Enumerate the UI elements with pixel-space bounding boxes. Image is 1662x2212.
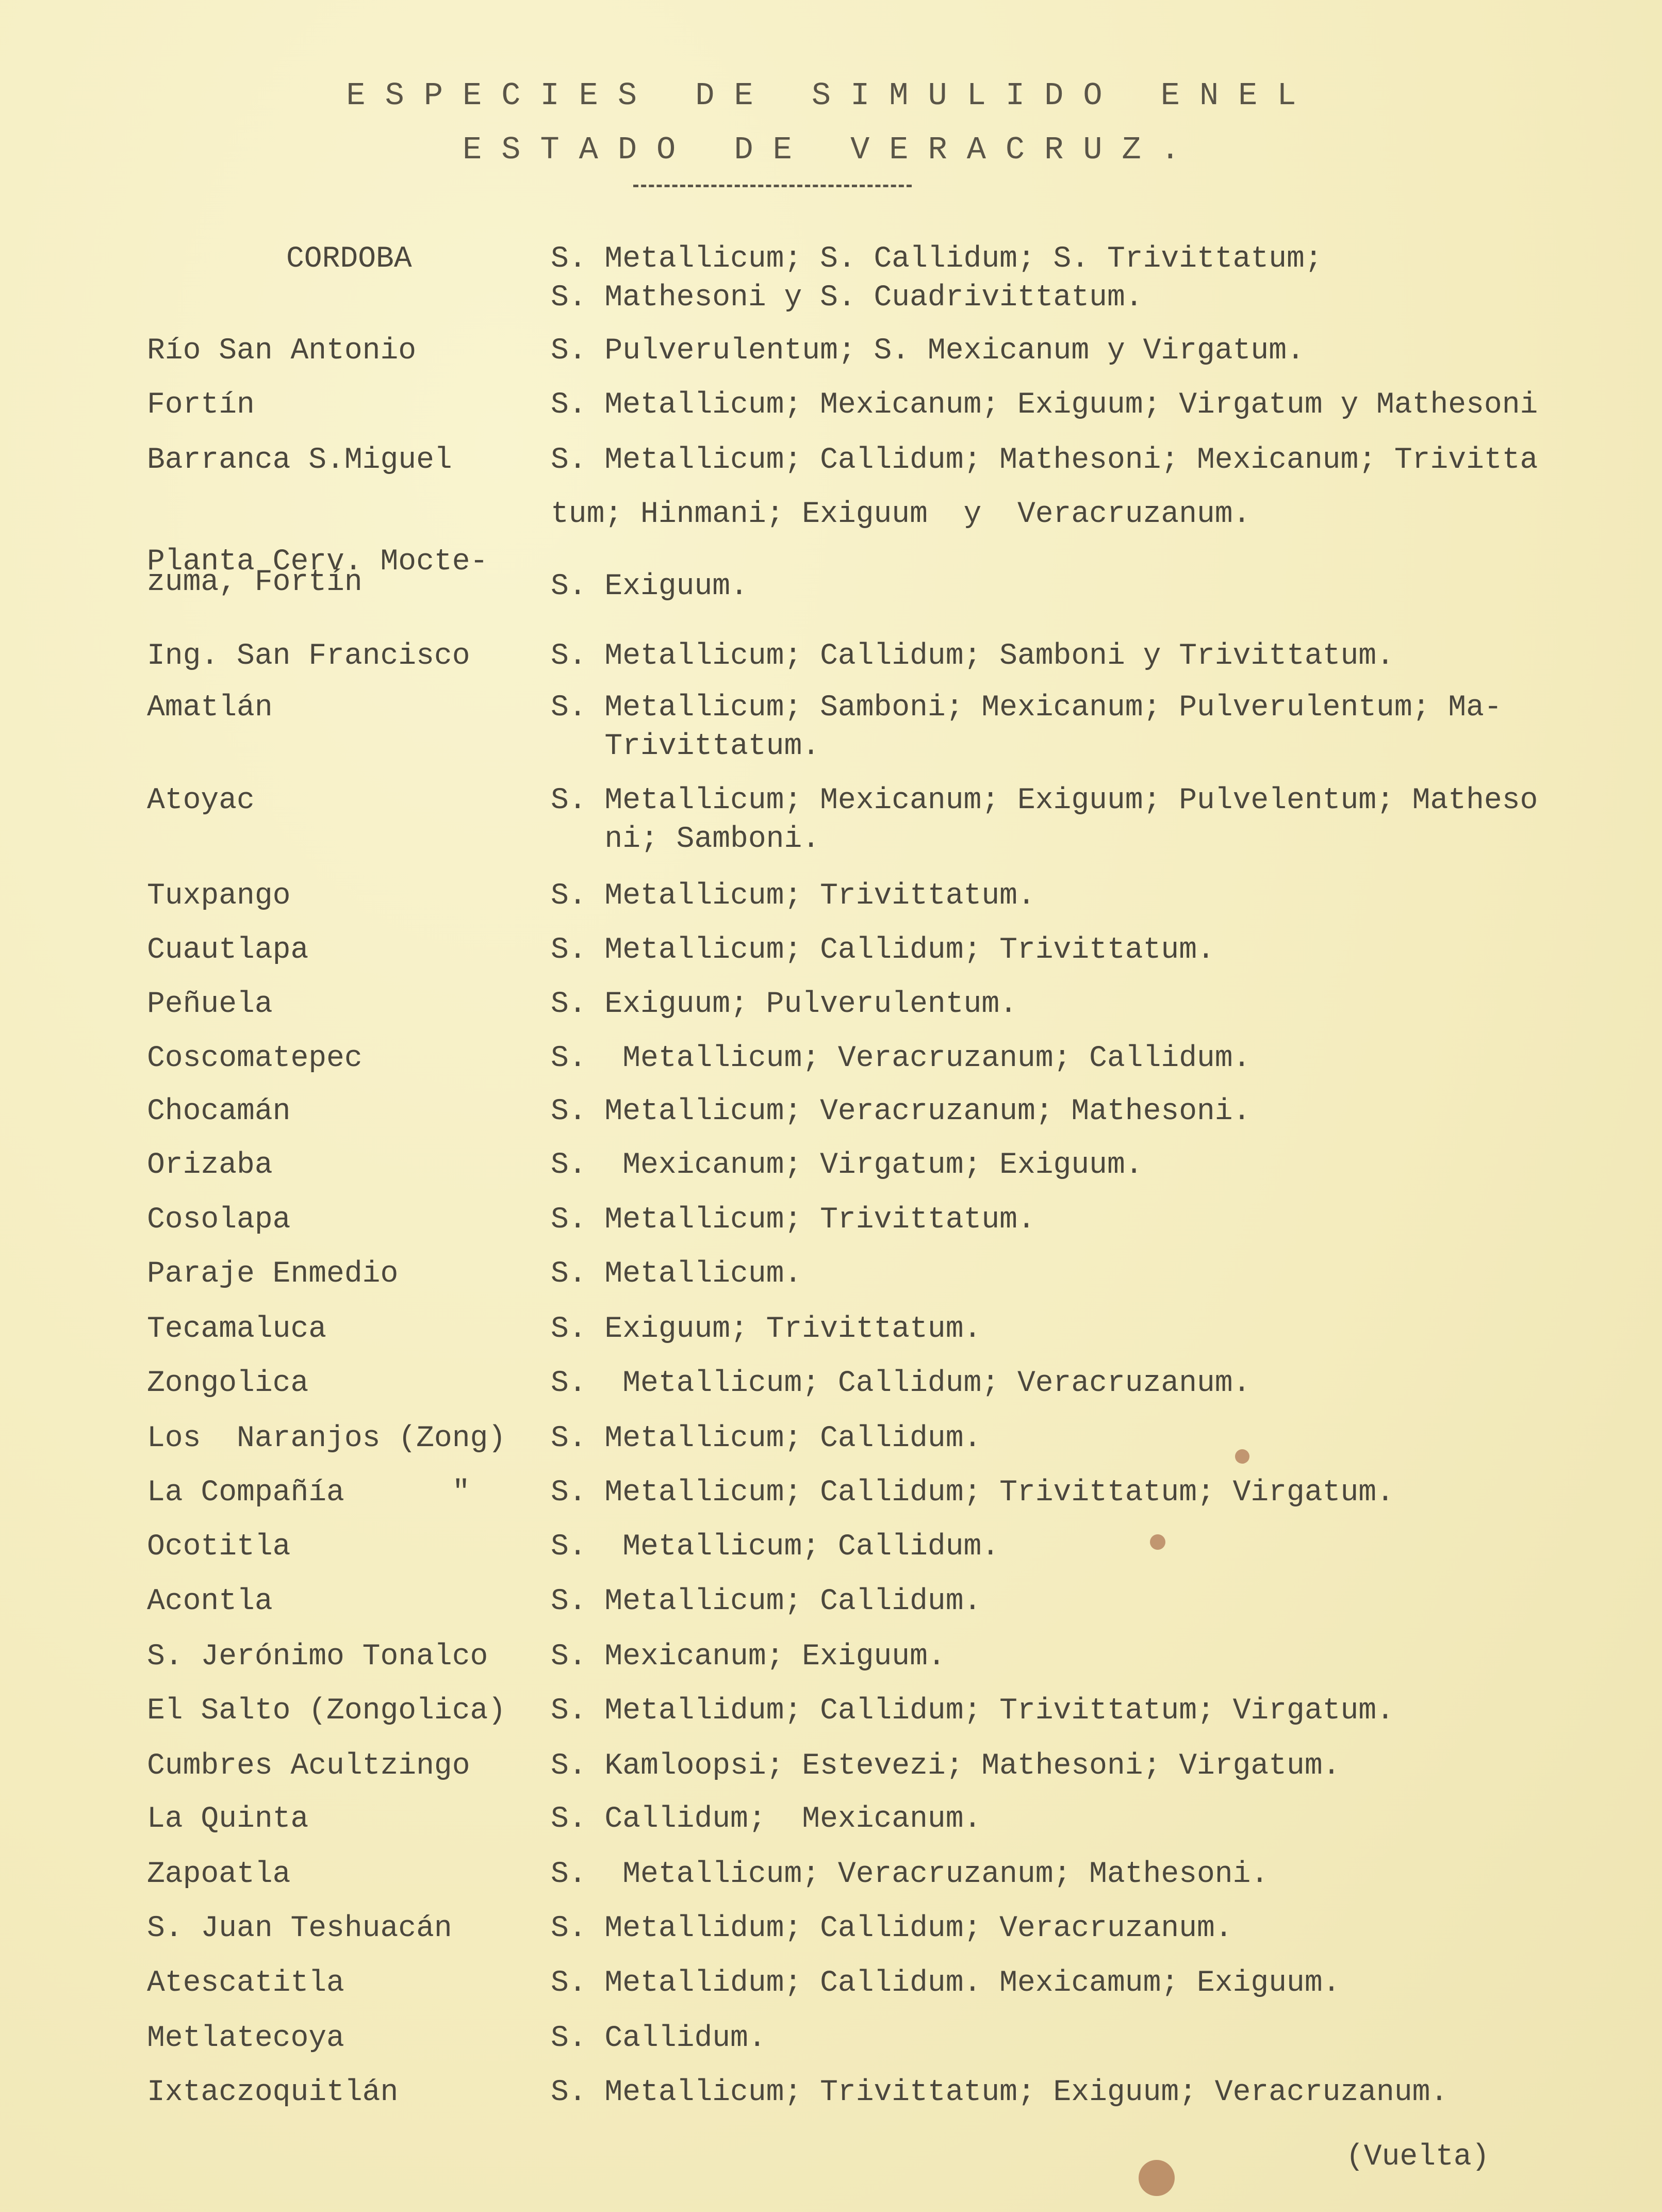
location-name: Zapoatla [147,1858,291,1891]
location-name: Paraje Enmedio [147,1257,399,1291]
location-name: La Compañía " [147,1476,470,1510]
species-list: S. Metallicum; Callidum. [551,1422,982,1455]
species-list: S. Metallicum; Callidum. [551,1585,982,1618]
location-name: Metlatecoya [147,2022,344,2055]
species-list: S. Metallidum; Callidum. Mexicamum; Exiguum. [551,1967,1341,2000]
species-list: S. Metallicum; Samboni; Mexicanum; Pulverulentum; Ma- Trivittatum. [551,691,1502,763]
ink-stain [1139,2160,1175,2196]
location-name: Ixtaczoquitlán [147,2076,399,2109]
location-name: Acontla [147,1585,273,1618]
location-name: Chocamán [147,1095,291,1128]
species-list: S. Kamloopsi; Estevezi; Mathesoni; Virgatum. [551,1749,1341,1783]
species-list: S. Metallicum. [551,1257,802,1291]
species-list: S. Metallicum; Callidum; Veracruzanum. [551,1367,1251,1400]
species-list: S. Metallicum; Veracruzanum; Mathesoni. [551,1858,1269,1891]
species-list: S. Metallicum; Callidum. [551,1530,1000,1564]
location-name: Cosolapa [147,1203,291,1237]
location-name: Zongolica [147,1367,309,1400]
ink-stain [1150,1534,1165,1550]
species-list: S. Metallicum; Trivittatum; Exiguum; Veracruzanum. [551,2076,1449,2109]
location-name: Río San Antonio [147,334,417,368]
species-list: S. Metallicum; Mexicanum; Exiguum; Pulvelentum; Matheso ni; Samboni. [551,784,1538,856]
species-list: S. Callidum; Mexicanum. [551,1803,982,1836]
species-list: S. Exiguum; Pulverulentum. [551,988,1017,1021]
location-name: Coscomatepec [147,1042,363,1075]
location-name: La Quinta [147,1803,309,1836]
species-list: S. Metallicum; Callidum; Samboni y Trivittatum. [551,640,1394,673]
location-name: Tuxpango [147,879,291,913]
location-name: Fortín [147,388,255,422]
location-name: El Salto (Zongolica) [147,1694,506,1728]
species-list: S. Metallidum; Callidum; Trivittatum; Virgatum. [551,1694,1394,1728]
species-list: S. Exiguum. [551,570,748,603]
location-name: S. Jerónimo Tonalco [147,1640,488,1674]
location-name: Ing. San Francisco [147,640,470,673]
location-name: Amatlán [147,691,273,725]
species-list: S. Metallicum; Callidum; Mathesoni; Mexicanum; Trivitta [551,444,1538,477]
document-title-line-1: ESPECIES DE SIMULIDO ENEL [346,77,1316,114]
species-list: S. Metallicum; S. Callidum; S. Trivittatum; S. Mathesoni y S. Cuadrivittatum. [551,242,1323,315]
species-list: S. Metallicum; Callidum; Trivittatum; Virgatum. [551,1476,1394,1510]
ink-stain [1235,1449,1249,1464]
species-list: S. Metallidum; Callidum; Veracruzanum. [551,1912,1233,1945]
location-name: Orizaba [147,1149,273,1182]
location-name: Planta Cerv. Mocte- zuma, Fortín [147,545,488,599]
species-list: S. Metallicum; Veracruzanum; Mathesoni. [551,1095,1251,1128]
location-name: CORDOBA [286,242,412,276]
species-list: S. Mexicanum; Exiguum. [551,1640,946,1674]
document-title-line-2: ESTADO DE VERACRUZ. [463,132,1199,168]
location-name: Barranca S.Miguel [147,444,452,477]
species-list: S. Callidum. [551,2022,766,2055]
species-list: S. Metallicum; Mexicanum; Exiguum; Virgatum y Mathesoni [551,388,1538,422]
title-underline [633,185,912,187]
location-name: S. Juan Teshuacán [147,1912,452,1945]
species-list: S. Exiguum; Trivittatum. [551,1313,982,1346]
location-name: Atoyac [147,784,255,817]
species-list: S. Metallicum; Veracruzanum; Callidum. [551,1042,1251,1075]
species-list: S. Metallicum; Trivittatum. [551,1203,1035,1237]
species-list: S. Pulverulentum; S. Mexicanum y Virgatum. [551,334,1305,368]
location-name: Ocotitla [147,1530,291,1564]
species-list: S. Metallicum; Callidum; Trivittatum. [551,933,1215,967]
location-name: Cumbres Acultzingo [147,1749,470,1783]
location-name: Atescatitla [147,1967,344,2000]
location-name: Tecamaluca [147,1313,327,1346]
location-name: Los Naranjos (Zong) [147,1422,506,1455]
species-list: S. Metallicum; Trivittatum. [551,879,1035,913]
species-list: S. Mexicanum; Virgatum; Exiguum. [551,1149,1143,1182]
page-turn-note: (Vuelta) [1346,2140,1490,2174]
location-name: Cuautlapa [147,933,309,967]
species-list-continuation: tum; Hinmani; Exiguum y Veracruzanum. [551,498,1251,531]
location-name: Peñuela [147,988,273,1021]
